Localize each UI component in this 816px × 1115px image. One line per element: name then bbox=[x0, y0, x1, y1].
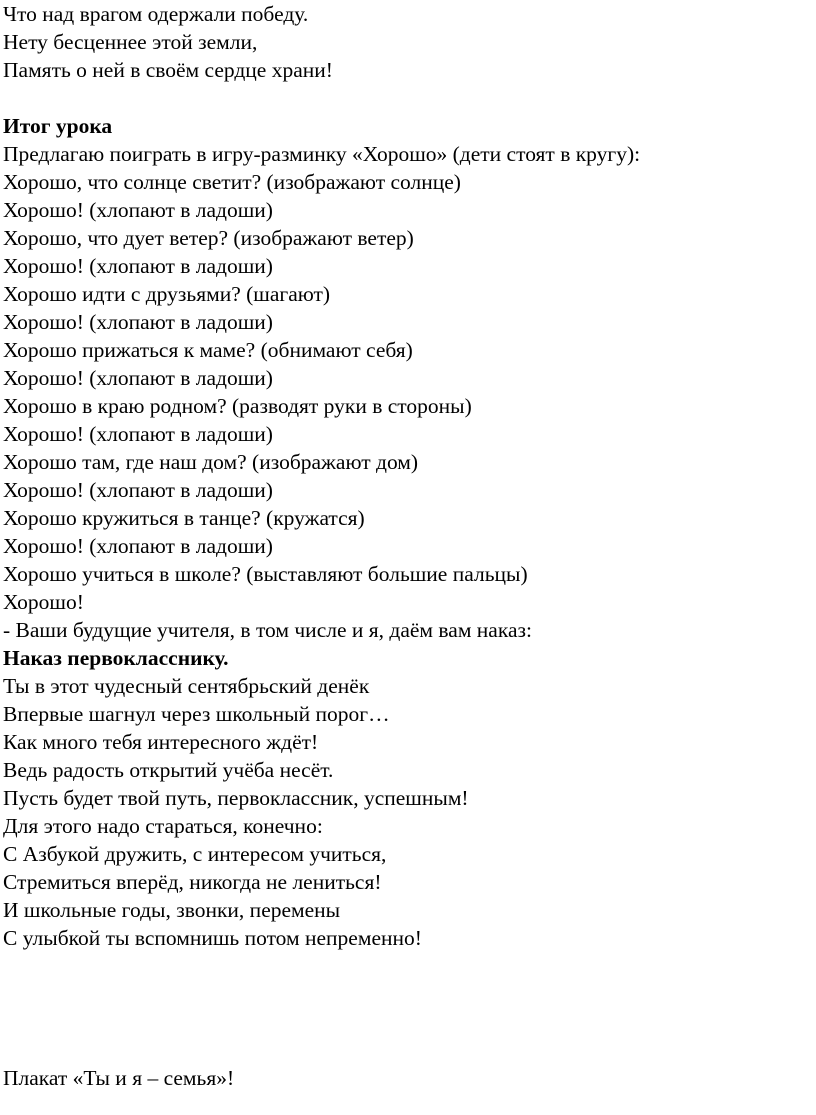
game-line: Хорошо! (хлопают в ладоши) bbox=[3, 198, 273, 222]
poem-line: Нету бесценнее этой земли, bbox=[3, 30, 258, 54]
game-line: Хорошо! (хлопают в ладоши) bbox=[3, 534, 273, 558]
blank-space bbox=[3, 952, 803, 1064]
game-line: Хорошо, что солнце светит? (изображают солнце) bbox=[3, 170, 461, 194]
poem-line: Что над врагом одержали победу. bbox=[3, 2, 309, 26]
game-line: Хорошо! (хлопают в ладоши) bbox=[3, 254, 273, 278]
game-lines bbox=[3, 168, 803, 616]
section-heading: Итог урока bbox=[3, 114, 113, 138]
blank-line bbox=[3, 84, 803, 112]
poem-line: Для этого надо стараться, конечно: bbox=[3, 814, 323, 838]
game-line: Хорошо учиться в школе? (выставляют большие пальцы) bbox=[3, 562, 528, 586]
poem-line: Память о ней в своём сердце храни! bbox=[3, 58, 333, 82]
stanza-top bbox=[3, 0, 803, 84]
game-line: Хорошо, что дует ветер? (изображают ветер) bbox=[3, 226, 414, 250]
teachers-line: - Ваши будущие учителя, в том числе и я, даём вам наказ: bbox=[3, 618, 532, 642]
game-line: Хорошо! (хлопают в ладоши) bbox=[3, 478, 273, 502]
lesson-summary-section bbox=[3, 112, 803, 644]
game-line: Хорошо! (хлопают в ладоши) bbox=[3, 422, 273, 446]
game-line: Хорошо кружиться в танце? (кружатся) bbox=[3, 506, 365, 530]
game-line: Хорошо прижаться к маме? (обнимают себя) bbox=[3, 338, 413, 362]
game-line: Хорошо! bbox=[3, 590, 84, 614]
document-page bbox=[3, 0, 803, 1092]
poster-line: Плакат «Ты и я – семья»! bbox=[3, 1066, 235, 1090]
game-line: Хорошо идти с друзьями? (шагают) bbox=[3, 282, 331, 306]
poem-line: С улыбкой ты вспомнишь потом непременно! bbox=[3, 926, 422, 950]
game-line: Хорошо в краю родном? (разводят руки в стороны) bbox=[3, 394, 472, 418]
game-line: Хорошо там, где наш дом? (изображают дом) bbox=[3, 450, 419, 474]
poem-line: Впервые шагнул через школьный порог… bbox=[3, 702, 390, 726]
game-line: Хорошо! (хлопают в ладоши) bbox=[3, 366, 273, 390]
poem-line: Ведь радость открытий учёба несёт. bbox=[3, 758, 334, 782]
poem-line: Стремиться вперёд, никогда не лениться! bbox=[3, 870, 382, 894]
instruction-poem bbox=[3, 672, 803, 952]
section-heading: Наказ первокласснику. bbox=[3, 646, 229, 670]
poem-line: И школьные годы, звонки, перемены bbox=[3, 898, 341, 922]
poem-line: Пусть будет твой путь, первоклассник, успешным! bbox=[3, 786, 469, 810]
instruction-section bbox=[3, 644, 803, 952]
poem-line: С Азбукой дружить, с интересом учиться, bbox=[3, 842, 387, 866]
poem-line: Как много тебя интересного ждёт! bbox=[3, 730, 319, 754]
game-line: Хорошо! (хлопают в ладоши) bbox=[3, 310, 273, 334]
game-intro: Предлагаю поиграть в игру-разминку «Хорошо» (дети стоят в кругу): bbox=[3, 142, 641, 166]
poem-line: Ты в этот чудесный сентябрьский денёк bbox=[3, 674, 370, 698]
